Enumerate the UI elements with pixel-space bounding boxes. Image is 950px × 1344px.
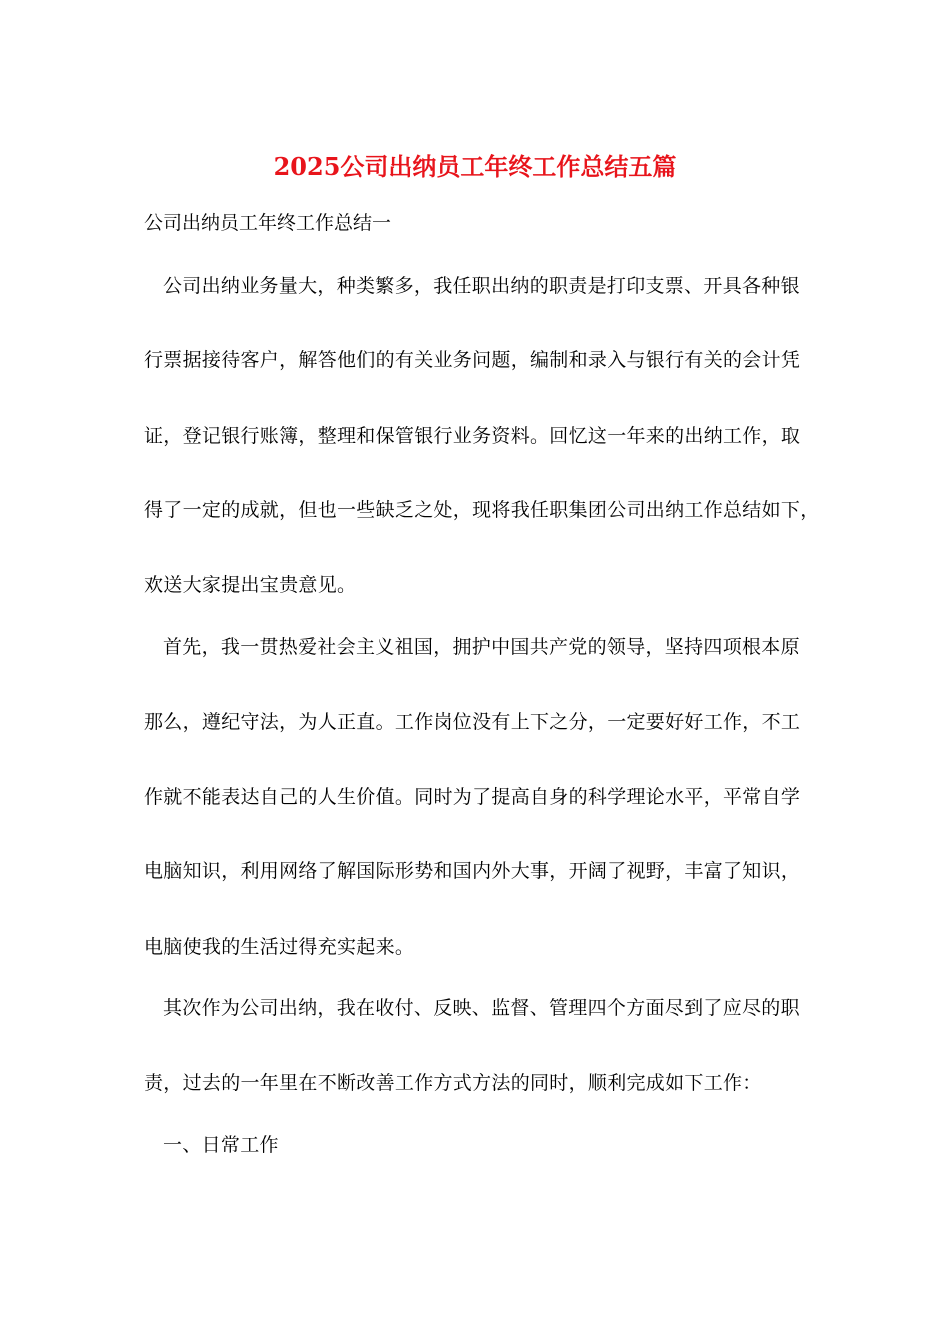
section-heading: 一、日常工作 xyxy=(163,1134,279,1156)
paragraph-line: 证，登记银行账簿，整理和保管银行业务资料。回忆这一年来的出纳工作，取 xyxy=(144,425,801,447)
document-title: 2025公司出纳员工年终工作总结五篇 xyxy=(273,152,677,181)
paragraph-line: 得了一定的成就，但也一些缺乏之处，现将我任职集团公司出纳工作总结如下， xyxy=(144,499,820,521)
paragraph-line: 电脑知识，利用网络了解国际形势和国内外大事，开阔了视野，丰富了知识， xyxy=(144,860,801,882)
paragraph-line: 欢送大家提出宝贵意见。 xyxy=(144,574,357,596)
paragraph-line: 行票据接待客户，解答他们的有关业务问题，编制和录入与银行有关的会计凭 xyxy=(144,349,801,371)
paragraph-line: 责，过去的一年里在不断改善工作方式方法的同时，顺利完成如下工作： xyxy=(144,1072,762,1094)
paragraph-line: 那么，遵纪守法，为人正直。工作岗位没有上下之分，一定要好好工作，不工 xyxy=(144,711,801,733)
section-title: 公司出纳员工年终工作总结一 xyxy=(144,212,392,234)
paragraph-line: 其次作为公司出纳，我在收付、反映、监督、管理四个方面尽到了应尽的职 xyxy=(163,997,800,1019)
paragraph-line: 首先，我一贯热爱社会主义祖国，拥护中国共产党的领导，坚持四项根本原 xyxy=(163,636,800,658)
paragraph-line: 电脑使我的生活过得充实起来。 xyxy=(144,936,415,958)
paragraph-line: 公司出纳业务量大，种类繁多，我任职出纳的职责是打印支票、开具各种银 xyxy=(163,275,800,297)
paragraph-line: 作就不能表达自己的人生价值。同时为了提高自身的科学理论水平，平常自学 xyxy=(144,786,801,808)
